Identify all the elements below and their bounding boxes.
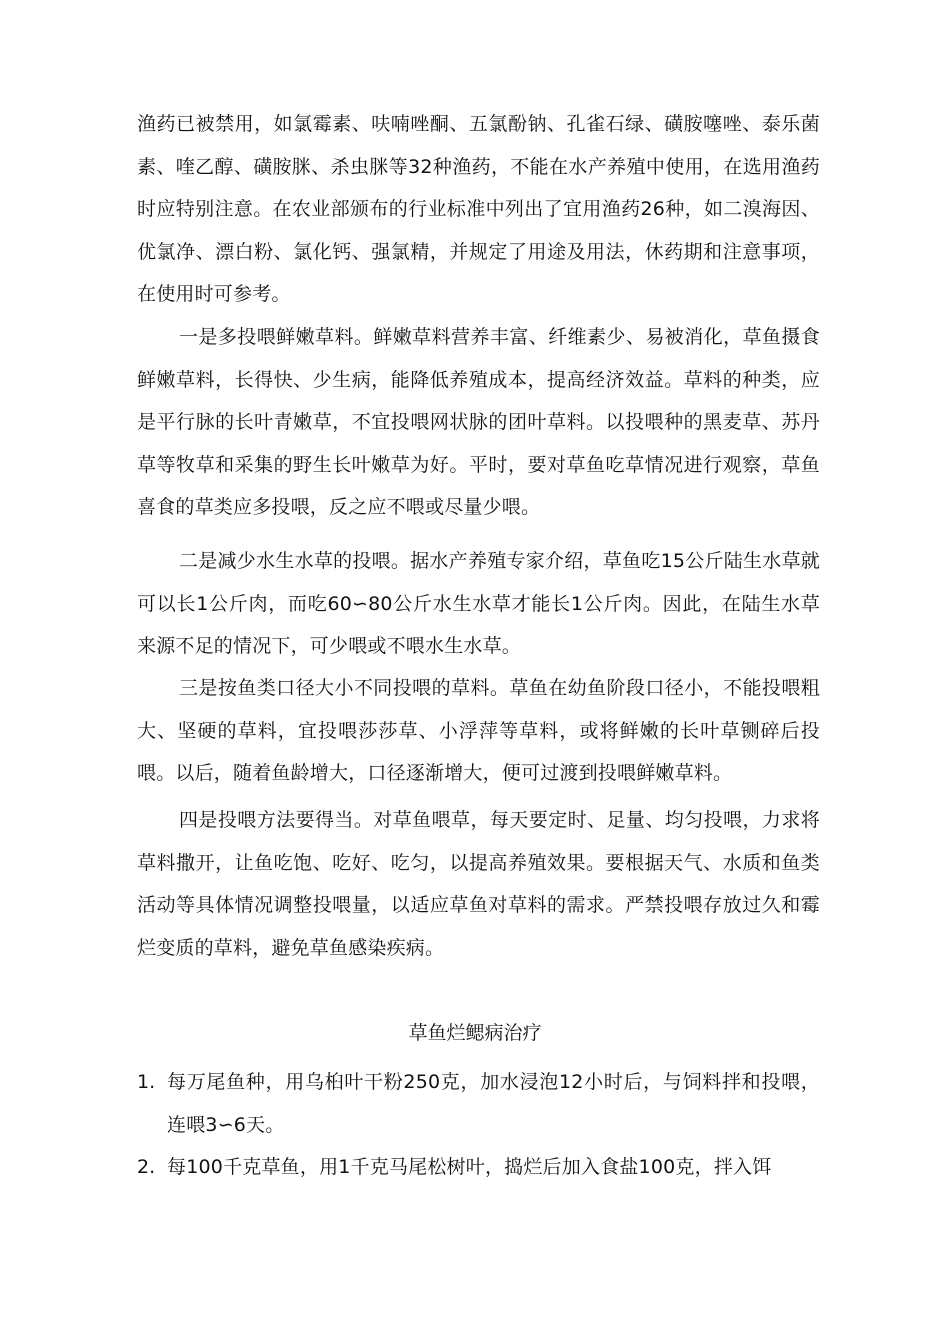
list-item [137, 1146, 820, 1189]
list-item-text: 每100千克草鱼，用1千克马尾松树叶，捣烂后加入食盐100克，拌入饵 [167, 1156, 772, 1178]
list-item [137, 1061, 820, 1146]
list-item-text: 每万尾鱼种，用乌桕叶干粉250克，加水浸泡12小时后，与饲料拌和投喂，连喂3∽6天。 [167, 1071, 820, 1136]
section-heading: 草鱼烂鳃病治疗 [408, 1022, 542, 1044]
list-item-number: 2. [137, 1156, 156, 1178]
paragraph-point-four: 四是投喂方法要得当。对草鱼喂草，每天要定时、足量、均匀投喂，力求将草料撒开，让鱼吃饱、吃好、吃匀，以提高养殖效果。要根据天气、水质和鱼类活动等具体情况调整投喂量，以适应草鱼对草料的需求。严禁投喂存放过久和霉烂变质的草料，避免草鱼感染疾病。 [137, 809, 820, 959]
paragraph-point-three: 三是按鱼类口径大小不同投喂的草料。草鱼在幼鱼阶段口径小，不能投喂粗大、坚硬的草料，宜投喂莎莎草、小浮萍等草料，或将鲜嫩的长叶草铡碎后投喂。以后，随着鱼龄增大，口径逐渐增大，便可过渡到投喂鲜嫩草料。 [137, 677, 820, 784]
paragraph-point-one: 一是多投喂鲜嫩草料。鲜嫩草料营养丰富、纤维素少、易被消化，草鱼摄食鲜嫩草料，长得快、少生病，能降低养殖成本，提高经济效益。草料的种类，应是平行脉的长叶青嫩草，不宜投喂网状脉的团叶草料。以投喂种的黑麦草、苏丹草等牧草和采集的野生长叶嫩草为好。平时，要对草鱼吃草情况进行观察，草鱼喜食的草类应多投喂，反之应不喂或尽量少喂。 [137, 326, 820, 518]
paragraph-point-two: 二是减少水生水草的投喂。据水产养殖专家介绍，草鱼吃15公斤陆生水草就可以长1公斤肉，而吃60∽80公斤水生水草才能长1公斤肉。因此，在陆生水草来源不足的情况下，可少喂或不喂水生水草。 [137, 550, 820, 657]
paragraph-drug-intro: 渔药已被禁用，如氯霉素、呋喃唑酮、五氯酚钠、孔雀石绿、磺胺噻唑、泰乐菌素、喹乙醇、磺胺脒、杀虫脒等32种渔药，不能在水产养殖中使用，在选用渔药时应特别注意。在农业部颁布的行业标准中列出了宜用渔药26种，如二溴海因、优氯净、漂白粉、氯化钙、强氯精，并规定了用途及用法，休药期和注意事项，在使用时可参考。 [137, 113, 820, 305]
list-item-number: 1. [137, 1071, 156, 1093]
